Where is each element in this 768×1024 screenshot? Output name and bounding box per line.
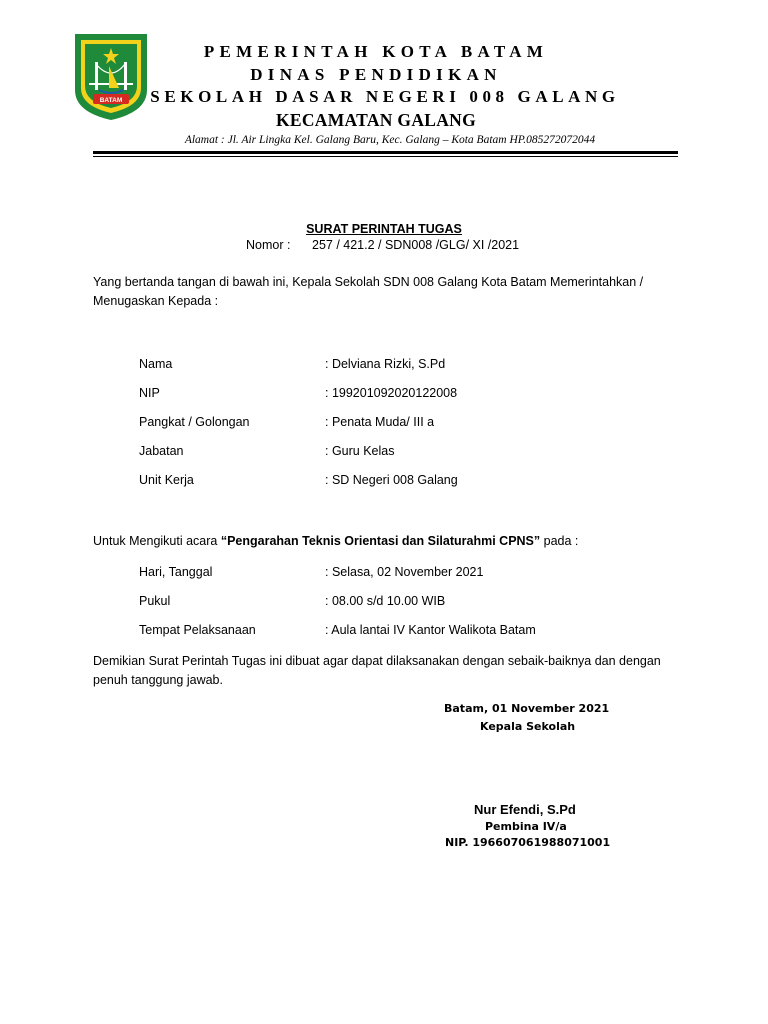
purpose-paragraph: [93, 532, 678, 551]
purpose-event: “Pengarahan Teknis Orientasi dan Silaturahmi CPNS”: [220, 534, 541, 548]
identity-value: : SD Negeri 008 Galang: [325, 473, 458, 487]
header-government: PEMERINTAH KOTA BATAM: [203, 42, 549, 61]
schedule-label: Pukul: [139, 594, 171, 608]
identity-label: Nama: [139, 357, 173, 371]
identity-label: Pangkat / Golongan: [139, 415, 250, 429]
letter-number-label: Nomor :: [246, 238, 291, 252]
identity-value: : Guru Kelas: [325, 444, 395, 458]
header-rule-thin: [93, 156, 678, 157]
schedule-value: : Aula lantai IV Kantor Walikota Batam: [325, 623, 536, 637]
header-rule-thick: [93, 151, 678, 154]
signature-rank: Pembina IV/a: [485, 820, 567, 833]
signature-name: Nur Efendi, S.Pd: [474, 802, 576, 817]
signature-position: Kepala Sekolah: [480, 720, 576, 733]
signature-place-date: Batam, 01 November 2021: [444, 702, 610, 715]
closing-paragraph: Demikian Surat Perintah Tugas ini dibuat agar dapat dilaksanakan dengan sebaik-baiknya dan dengan penuh tanggung jawab.: [93, 654, 661, 687]
identity-value: : Delviana Rizki, S.Pd: [325, 357, 446, 371]
purpose-suffix: pada :: [540, 534, 579, 548]
identity-label: Jabatan: [139, 444, 184, 458]
identity-label: Unit Kerja: [139, 473, 194, 487]
logo-text: BATAM: [99, 97, 123, 104]
schedule-label: Tempat Pelaksanaan: [139, 623, 256, 637]
header-district: KECAMATAN GALANG: [275, 110, 477, 130]
identity-label: NIP: [139, 386, 160, 400]
schedule-value: : Selasa, 02 November 2021: [325, 565, 484, 579]
letter-number: [246, 238, 519, 252]
intro-paragraph: Yang bertanda tangan di bawah ini, Kepala Sekolah SDN 008 Galang Kota Batam Memerintahkan / Menugaskan Kepada :: [93, 275, 644, 308]
header-school: SEKOLAH DASAR NEGERI 008 GALANG: [150, 87, 620, 106]
letter-number-value: 257 / 421.2 / SDN008 /GLG/ XI /2021: [312, 238, 520, 252]
letter-title: SURAT PERINTAH TUGAS: [306, 222, 462, 236]
schedule-label: Hari, Tanggal: [139, 565, 213, 579]
identity-value: : Penata Muda/ III a: [325, 415, 435, 429]
signature-nip: NIP. 196607061988071001: [445, 836, 611, 849]
purpose-prefix: Untuk Mengikuti acara: [93, 534, 221, 548]
identity-value: : 199201092020122008: [325, 386, 458, 400]
header-address: Alamat : Jl. Air Lingka Kel. Galang Baru, Kec. Galang – Kota Batam HP.085272072044: [184, 134, 596, 146]
header-department: DINAS PENDIDIKAN: [250, 65, 502, 84]
schedule-value: : 08.00 s/d 10.00 WIB: [325, 594, 446, 608]
